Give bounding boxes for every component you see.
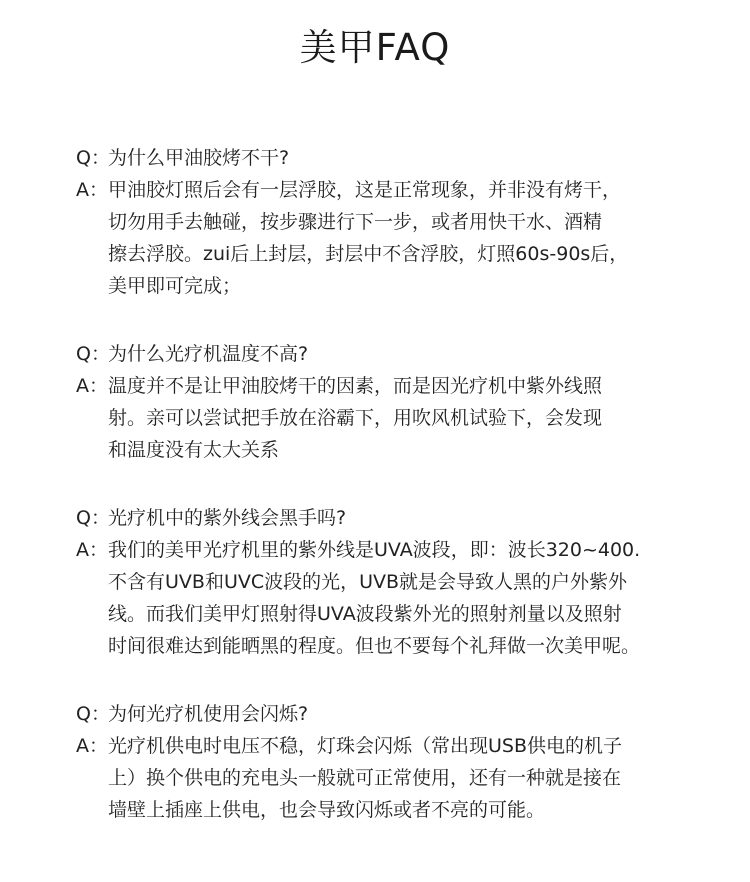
faq-item: [76, 698, 716, 826]
answer-line: 不含有UVB和UVC波段的光，UVB就是会导致人黑的户外紫外: [108, 571, 628, 593]
faq-item: [76, 142, 716, 302]
answer-text: [108, 730, 622, 826]
answer-row: [76, 370, 716, 466]
question-prefix: Q：: [76, 343, 110, 365]
answer-line: 和温度没有太大关系: [108, 439, 280, 461]
question-row: [76, 338, 716, 370]
answer-line: 线。而我们美甲灯照射得UVA波段紫外光的照射剂量以及照射: [108, 603, 622, 625]
question-text: 为什么甲油胶烤不干?: [108, 147, 290, 169]
page-title: 美甲FAQ: [299, 26, 451, 69]
answer-line: 上）换个供电的充电头一般就可正常使用，还有一种就是接在: [108, 767, 622, 789]
question-row: [76, 698, 716, 730]
answer-row: [76, 174, 716, 302]
answer-prefix: A：: [76, 375, 108, 397]
question-row: [76, 142, 716, 174]
faq-item: [76, 502, 716, 662]
answer-row: [76, 730, 716, 826]
answer-text: [108, 534, 640, 662]
answer-line: 甲油胶灯照后会有一层浮胶，这是正常现象，并非没有烤干，: [108, 179, 622, 201]
answer-line: 光疗机供电时电压不稳，灯珠会闪烁（常出现USB供电的机子: [108, 735, 623, 757]
answer-line: 我们的美甲光疗机里的紫外线是UVA波段，即：波长320~400.: [108, 539, 641, 561]
question-prefix: Q：: [76, 703, 110, 725]
answer-line: 擦去浮胶。zui后上封层，封层中不含浮胶，灯照60s-90s后，: [108, 243, 629, 265]
question-text: 为何光疗机使用会闪烁?: [108, 703, 309, 725]
question-text: 光疗机中的紫外线会黑手吗?: [108, 507, 347, 529]
answer-line: 切勿用手去触碰，按步骤进行下一步，或者用快干水、酒精: [108, 211, 603, 233]
answer-text: [108, 370, 602, 466]
answer-line: 时间很难达到能晒黑的程度。但也不要每个礼拜做一次美甲呢。: [108, 635, 641, 657]
answer-line: 温度并不是让甲油胶烤干的因素，而是因光疗机中紫外线照: [108, 375, 603, 397]
question-row: [76, 502, 716, 534]
answer-text: [108, 174, 628, 302]
faq-item: [76, 338, 716, 466]
answer-line: 墙壁上插座上供电，也会导致闪烁或者不亮的可能。: [108, 799, 546, 821]
question-prefix: Q：: [76, 507, 110, 529]
question-text: 为什么光疗机温度不高?: [108, 343, 309, 365]
answer-line: 美甲即可完成；: [108, 275, 242, 297]
answer-prefix: A：: [76, 735, 108, 757]
question-prefix: Q：: [76, 147, 110, 169]
answer-line: 射。亲可以尝试把手放在浴霸下，用吹风机试验下，会发现: [108, 407, 603, 429]
answer-row: [76, 534, 716, 662]
answer-prefix: A：: [76, 179, 108, 201]
answer-prefix: A：: [76, 539, 108, 561]
